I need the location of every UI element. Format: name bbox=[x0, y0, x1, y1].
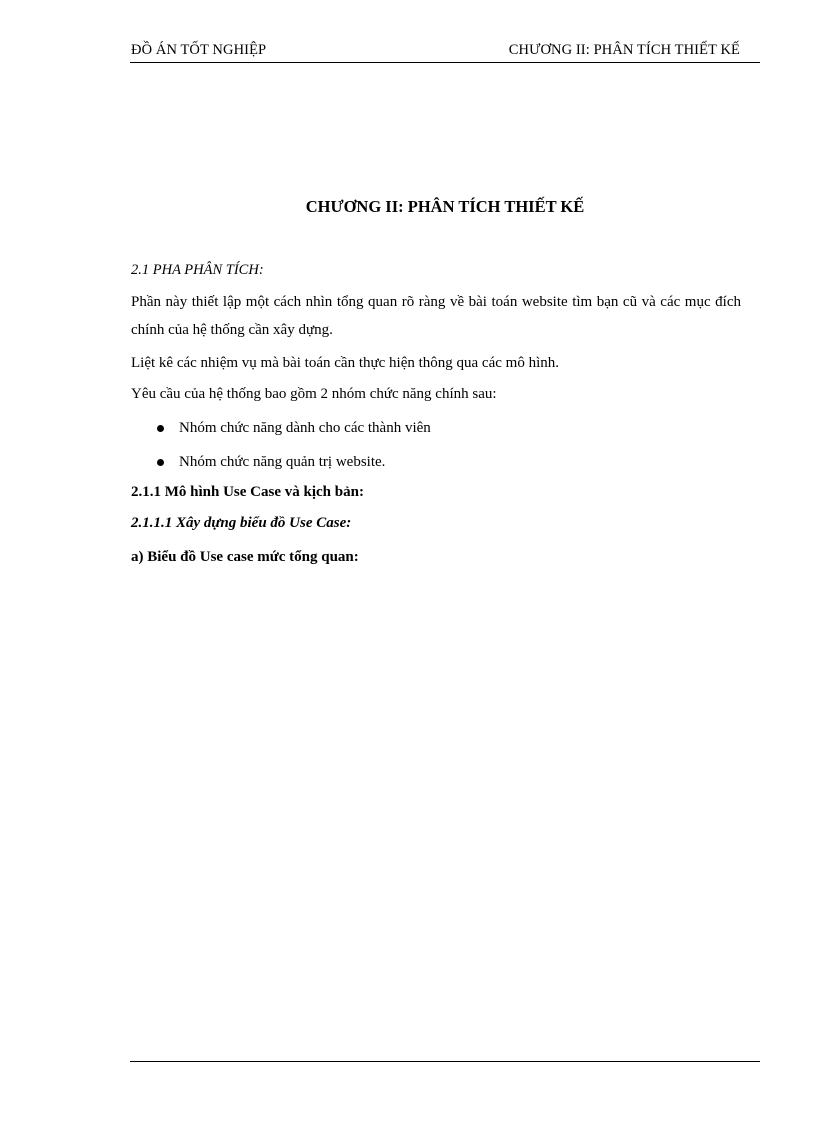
function-group-list bbox=[155, 414, 431, 482]
bullet-icon bbox=[157, 425, 164, 432]
list-item-text: Nhóm chức năng quản trị website. bbox=[179, 454, 386, 470]
subsection-heading-2-1-1: 2.1.1 Mô hình Use Case và kịch bản: bbox=[131, 484, 364, 500]
paragraph-tasks: Liệt kê các nhiệm vụ mà bài toán cần thực hiện thông qua các mô hình. bbox=[131, 355, 559, 371]
bullet-icon bbox=[157, 459, 164, 466]
list-item bbox=[155, 414, 431, 448]
header-right-text: CHƯƠNG II: PHÂN TÍCH THIẾT KẾ bbox=[508, 42, 740, 58]
subsection-heading-a: a) Biểu đồ Use case mức tổng quan: bbox=[131, 549, 359, 565]
list-item bbox=[155, 448, 431, 482]
list-item-text: Nhóm chức năng dành cho các thành viên bbox=[179, 420, 431, 436]
subsection-heading-2-1-1-1: 2.1.1.1 Xây dựng biểu đồ Use Case: bbox=[131, 515, 352, 531]
paragraph-overview: Phần này thiết lập một cách nhìn tổng quan rõ ràng về bài toán website tìm bạn cũ và các mục đích chính của hệ thống cần xây dựng. bbox=[131, 294, 741, 338]
section-heading: 2.1 PHA PHÂN TÍCH: bbox=[131, 262, 264, 278]
paragraph-requirements: Yêu cầu của hệ thống bao gồm 2 nhóm chức năng chính sau: bbox=[131, 386, 497, 402]
chapter-title: CHƯƠNG II: PHÂN TÍCH THIẾT KẾ bbox=[305, 197, 585, 216]
page-header bbox=[130, 40, 760, 63]
header-left-text: ĐỒ ÁN TỐT NGHIỆP bbox=[131, 42, 267, 58]
footer-divider bbox=[130, 1061, 760, 1062]
